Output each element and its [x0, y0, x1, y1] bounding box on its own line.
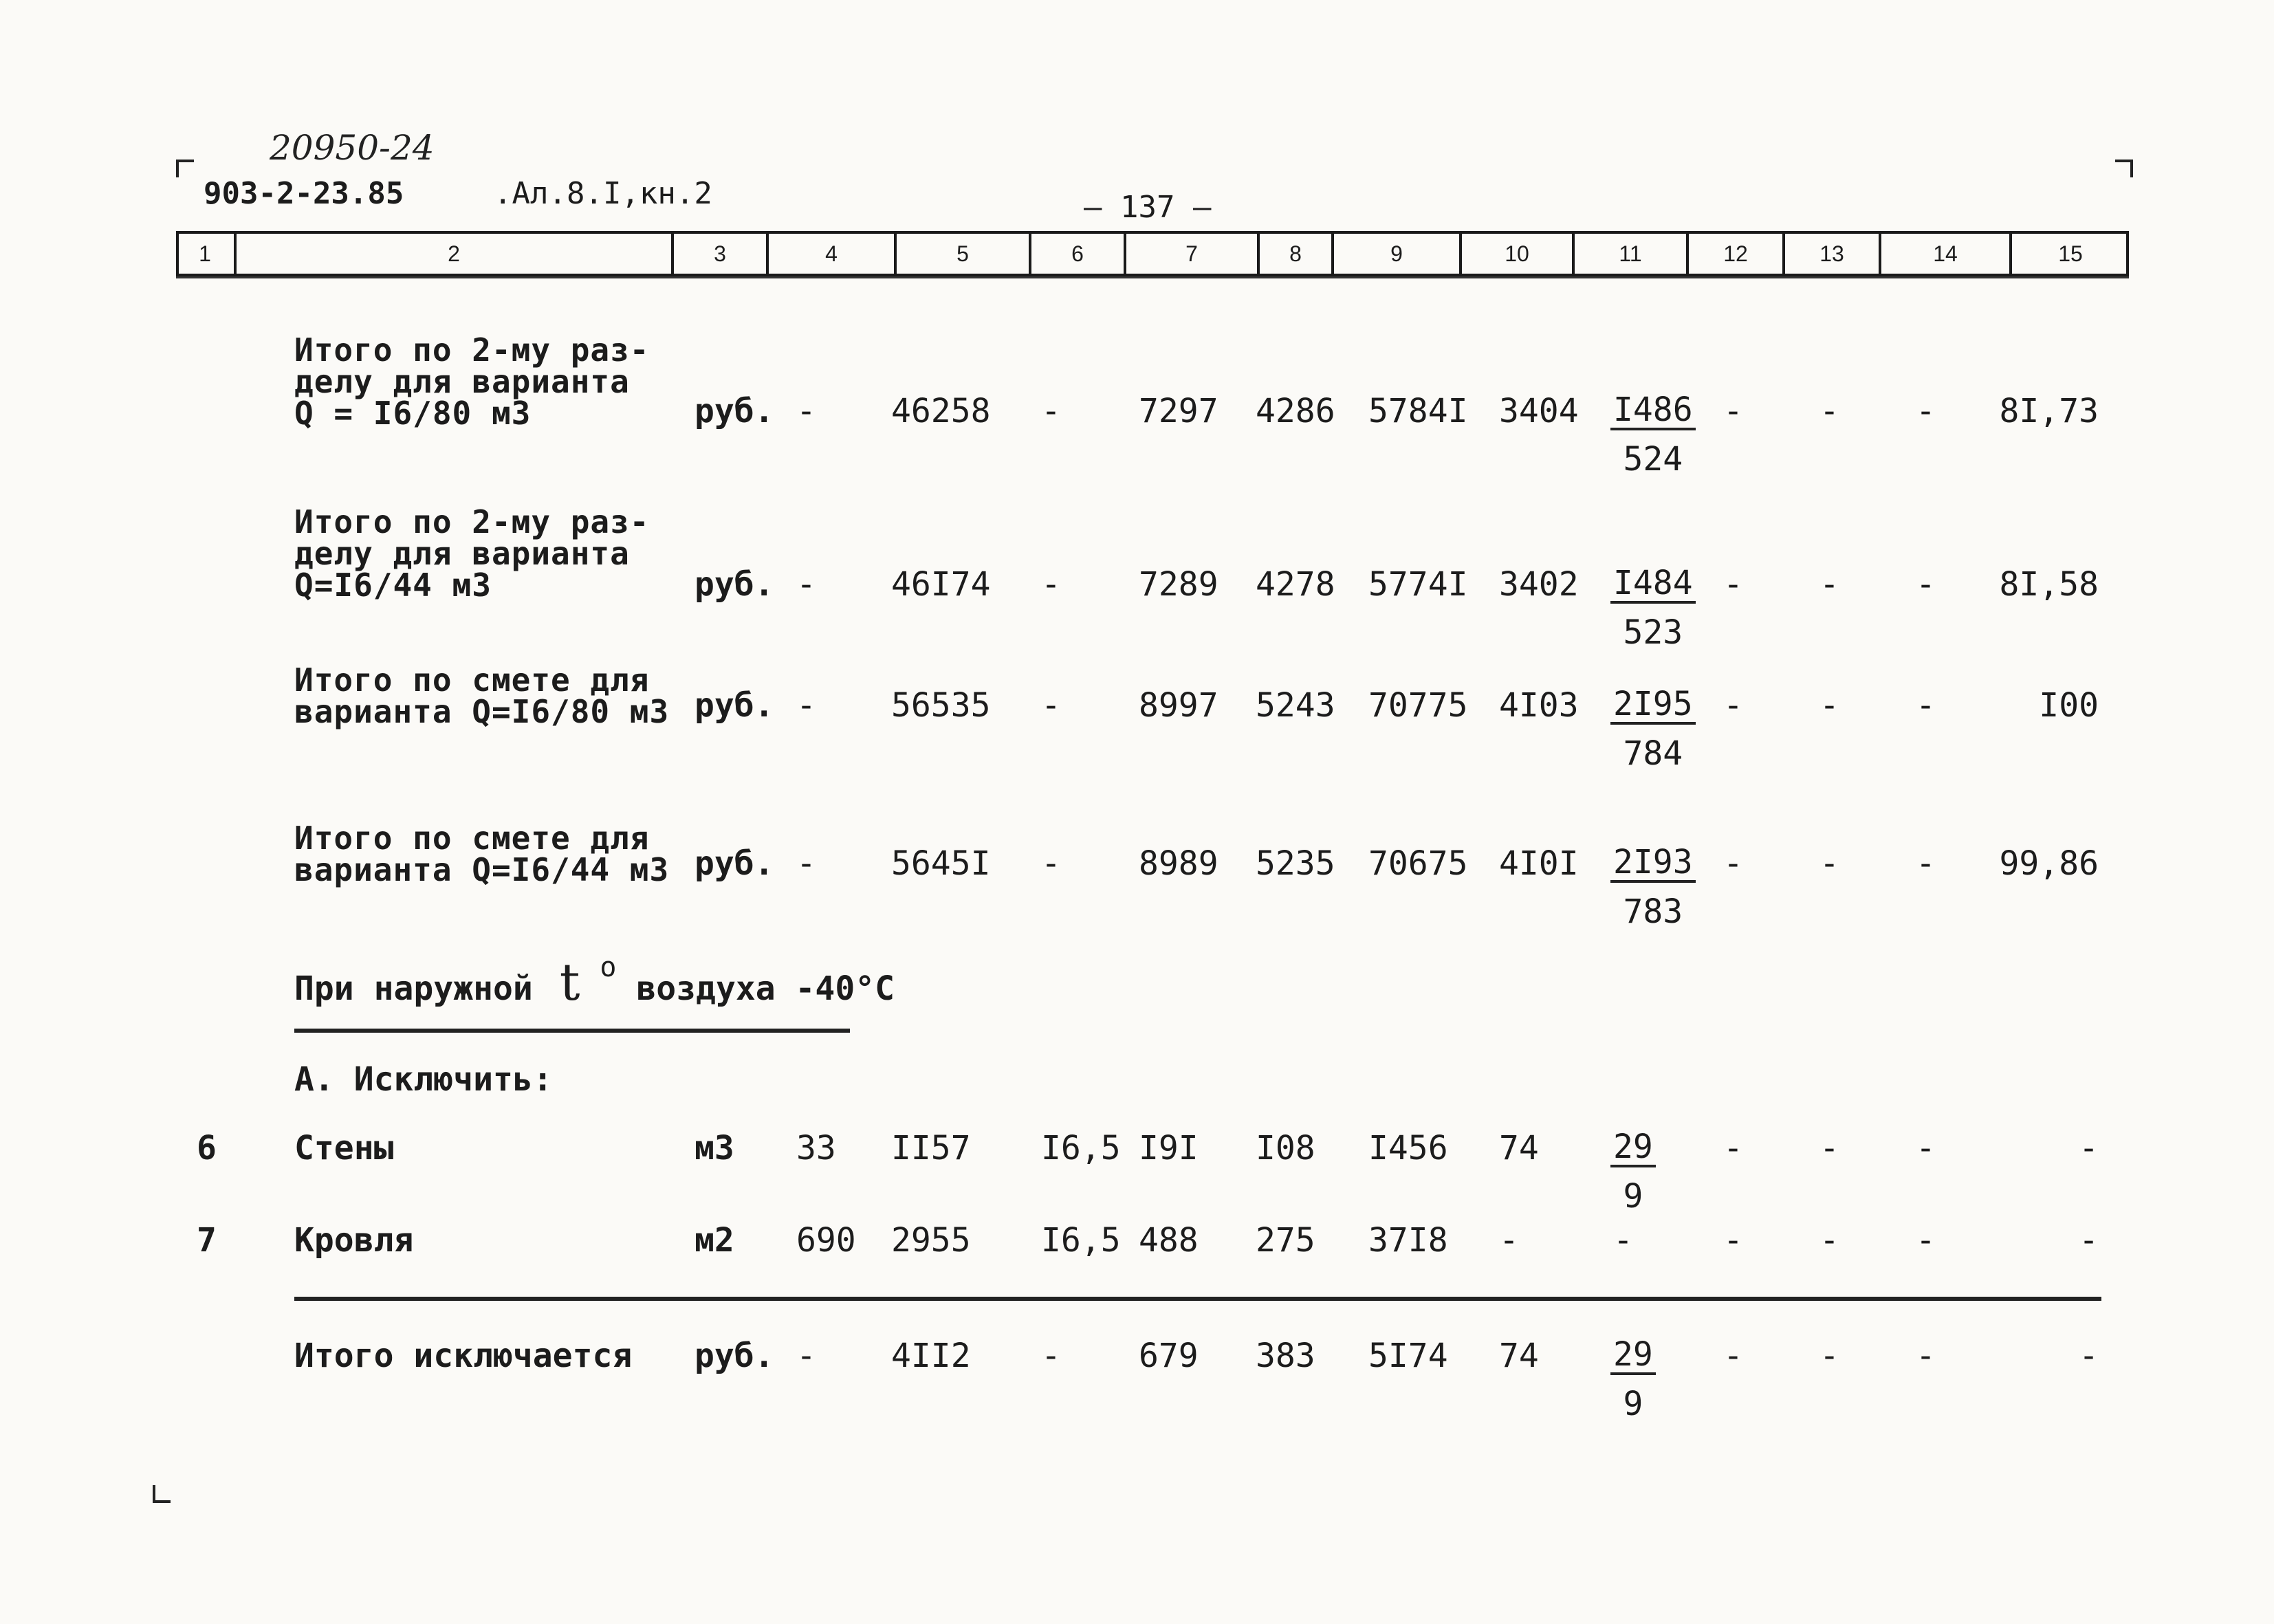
column-number-4: 4 [766, 234, 894, 274]
row-2-label: Итого по 2-му раз- делу для варианта Q=I6/44 м3 [294, 503, 650, 604]
row-4-col-5: 5645I [891, 844, 991, 883]
column-number-7: 7 [1124, 234, 1257, 274]
section-heading-underline [294, 1029, 850, 1033]
corner-mark-top-right [2115, 160, 2133, 177]
row-3-col-4: - [796, 686, 816, 725]
item-6-col-15: - [2079, 1129, 2099, 1167]
row-4-col-8: 5235 [1256, 844, 1335, 883]
row-4-col-11 [1610, 843, 1696, 931]
column-number-3: 3 [671, 234, 766, 274]
item-6-label: Стены [294, 1129, 394, 1167]
row-1-col-13: - [1819, 392, 1839, 430]
row-2-col-15: 8I,58 [1999, 565, 2099, 604]
total-col-9: 5I74 [1368, 1337, 1448, 1375]
row-4-col-9: 70675 [1368, 844, 1468, 883]
column-number-15: 15 [2009, 234, 2129, 274]
section-heading-suffix: воздуха -40°С [636, 969, 895, 1008]
row-3-col-8: 5243 [1256, 686, 1335, 725]
column-number-9: 9 [1331, 234, 1459, 274]
row-3-col-12: - [1723, 686, 1743, 725]
corner-mark-top-left [176, 160, 194, 177]
item-6-col-14: - [1916, 1129, 1936, 1167]
row-2-col-11-numerator: I484 [1610, 567, 1696, 604]
row-1-col-9: 5784I [1368, 392, 1468, 430]
row-4-col-15: 99,86 [1999, 844, 2099, 883]
item-6-col-7: I9I [1139, 1129, 1199, 1167]
section-heading [294, 953, 895, 1012]
item-7-col-12: - [1723, 1221, 1743, 1260]
total-col-10: 74 [1499, 1337, 1539, 1375]
row-4-col-4: - [796, 844, 816, 883]
column-number-1: 1 [199, 241, 211, 266]
corner-mark-bottom-left [153, 1485, 171, 1503]
row-3-col-11-numerator: 2I95 [1610, 688, 1696, 725]
item-7-label: Кровля [294, 1221, 414, 1260]
row-1-col-14: - [1916, 392, 1936, 430]
total-col-6: - [1041, 1337, 1061, 1375]
row-1-col-15: 8I,73 [1999, 392, 2099, 430]
total-col-11-denominator: 9 [1623, 1385, 1643, 1423]
item-7-col-14: - [1916, 1221, 1936, 1260]
row-3-col-10: 4I03 [1499, 686, 1579, 725]
column-number-10: 10 [1459, 234, 1572, 274]
row-2-col-13: - [1819, 565, 1839, 604]
row-4-label: Итого по смете для варианта Q=I6/44 м3 [294, 820, 670, 888]
item-6-unit: м3 [695, 1129, 734, 1167]
row-2-col-4: - [796, 565, 816, 604]
row-1-col-7: 7297 [1139, 392, 1218, 430]
section-heading-t: t [559, 953, 580, 1012]
row-3-col-9: 70775 [1368, 686, 1468, 725]
row-2-col-10: 3402 [1499, 565, 1579, 604]
row-2-col-11-denominator: 523 [1623, 613, 1683, 652]
total-col-8: 383 [1256, 1337, 1315, 1375]
total-col-15: - [2079, 1337, 2099, 1375]
row-3-col-6: - [1041, 686, 1061, 725]
row-3-col-7: 8997 [1139, 686, 1218, 725]
item-7-col-5: 2955 [891, 1221, 971, 1260]
total-col-12: - [1723, 1337, 1743, 1375]
row-2-col-11 [1610, 564, 1696, 652]
column-number-14: 14 [1879, 234, 2009, 274]
project-code: 903-2-23.85 [204, 176, 404, 211]
row-2-col-8: 4278 [1256, 565, 1335, 604]
row-3-col-5: 56535 [891, 686, 991, 725]
row-4-unit: руб. [695, 844, 774, 883]
item-7-col-15: - [2079, 1221, 2099, 1260]
item-7-col-4: 690 [796, 1221, 856, 1260]
row-4-col-6: - [1041, 844, 1061, 883]
item-7-col-9: 37I8 [1368, 1221, 1448, 1260]
subsection-heading: А. Исключить: [294, 1060, 553, 1099]
total-unit: руб. [695, 1337, 774, 1375]
row-3-col-11 [1610, 685, 1696, 773]
row-3-label: Итого по смете для варианта Q=I6/80 м3 [294, 661, 670, 730]
row-1-col-11 [1610, 391, 1696, 479]
total-col-13: - [1819, 1337, 1839, 1375]
item-7-col-7: 488 [1139, 1221, 1199, 1260]
column-number-2: 2 [234, 234, 671, 274]
row-2-col-14: - [1916, 565, 1936, 604]
column-number-13: 13 [1782, 234, 1879, 274]
item-7-col-10: - [1499, 1221, 1519, 1260]
total-label: Итого исключается [294, 1337, 633, 1375]
row-2-col-12: - [1723, 565, 1743, 604]
total-col-11 [1610, 1335, 1656, 1423]
item-6-col-13: - [1819, 1129, 1839, 1167]
item-6-col-11 [1610, 1128, 1656, 1216]
strip-underline [176, 276, 2129, 278]
row-2-unit: руб. [695, 565, 774, 604]
row-4-col-13: - [1819, 844, 1839, 883]
row-1-col-10: 3404 [1499, 392, 1579, 430]
column-number-6: 6 [1029, 234, 1124, 274]
item-6-col-6: I6,5 [1041, 1129, 1121, 1167]
row-1-col-8: 4286 [1256, 392, 1335, 430]
handwritten-number: 20950-24 [270, 128, 435, 168]
row-2-col-9: 5774I [1368, 565, 1468, 604]
total-col-11-numerator: 29 [1610, 1338, 1656, 1375]
row-3-col-13: - [1819, 686, 1839, 725]
item-6-col-5: II57 [891, 1129, 971, 1167]
row-3-col-14: - [1916, 686, 1936, 725]
row-4-col-11-denominator: 783 [1623, 892, 1683, 931]
row-4-col-12: - [1723, 844, 1743, 883]
row-4-col-14: - [1916, 844, 1936, 883]
row-3-col-15: I00 [2039, 686, 2099, 725]
row-3-col-11-denominator: 784 [1623, 734, 1683, 773]
item-7-col-6: I6,5 [1041, 1221, 1121, 1260]
row-4-col-10: 4I0I [1499, 844, 1579, 883]
column-number-5: 5 [894, 234, 1029, 274]
item-6-col-12: - [1723, 1129, 1743, 1167]
row-1-label: Итого по 2-му раз- делу для варианта Q = I6/80 м3 [294, 331, 650, 432]
row-1-unit: руб. [695, 392, 774, 430]
row-4-col-11-numerator: 2I93 [1610, 846, 1696, 883]
item-7-col-8: 275 [1256, 1221, 1315, 1260]
item-6-number: 6 [197, 1129, 217, 1167]
item-6-col-11-numerator: 29 [1610, 1130, 1656, 1167]
row-2-col-5: 46I74 [891, 565, 991, 604]
total-col-4: - [796, 1337, 816, 1375]
row-1-col-6: - [1041, 392, 1061, 430]
row-2-col-7: 7289 [1139, 565, 1218, 604]
row-1-col-11-numerator: I486 [1610, 393, 1696, 430]
item-7-col-11: - [1613, 1221, 1633, 1260]
row-2-col-6: - [1041, 565, 1061, 604]
total-separator-line [294, 1297, 2101, 1301]
section-heading-sup: o [600, 952, 617, 983]
total-col-14: - [1916, 1337, 1936, 1375]
column-number-11: 11 [1572, 234, 1686, 274]
item-7-col-13: - [1819, 1221, 1839, 1260]
row-4-col-7: 8989 [1139, 844, 1218, 883]
item-6-col-9: I456 [1368, 1129, 1448, 1167]
total-col-7: 679 [1139, 1337, 1199, 1375]
total-col-5: 4II2 [891, 1337, 971, 1375]
row-1-col-5: 46258 [891, 392, 991, 430]
row-3-unit: руб. [695, 686, 774, 725]
section-heading-prefix: При наружной [294, 969, 533, 1008]
row-1-col-4: - [796, 392, 816, 430]
row-1-col-11-denominator: 524 [1623, 440, 1683, 479]
item-6-col-10: 74 [1499, 1129, 1539, 1167]
column-number-12: 12 [1686, 234, 1782, 274]
item-6-col-4: 33 [796, 1129, 836, 1167]
column-number-strip [176, 231, 2129, 276]
item-7-unit: м2 [695, 1221, 734, 1260]
column-number-8: 8 [1257, 234, 1331, 274]
item-7-number: 7 [197, 1221, 217, 1260]
item-6-col-8: I08 [1256, 1129, 1315, 1167]
row-1-col-12: - [1723, 392, 1743, 430]
album-reference: .Ал.8.I,кн.2 [494, 176, 712, 211]
item-6-col-11-denominator: 9 [1623, 1177, 1643, 1216]
page-number: — 137 — [1084, 190, 1212, 225]
